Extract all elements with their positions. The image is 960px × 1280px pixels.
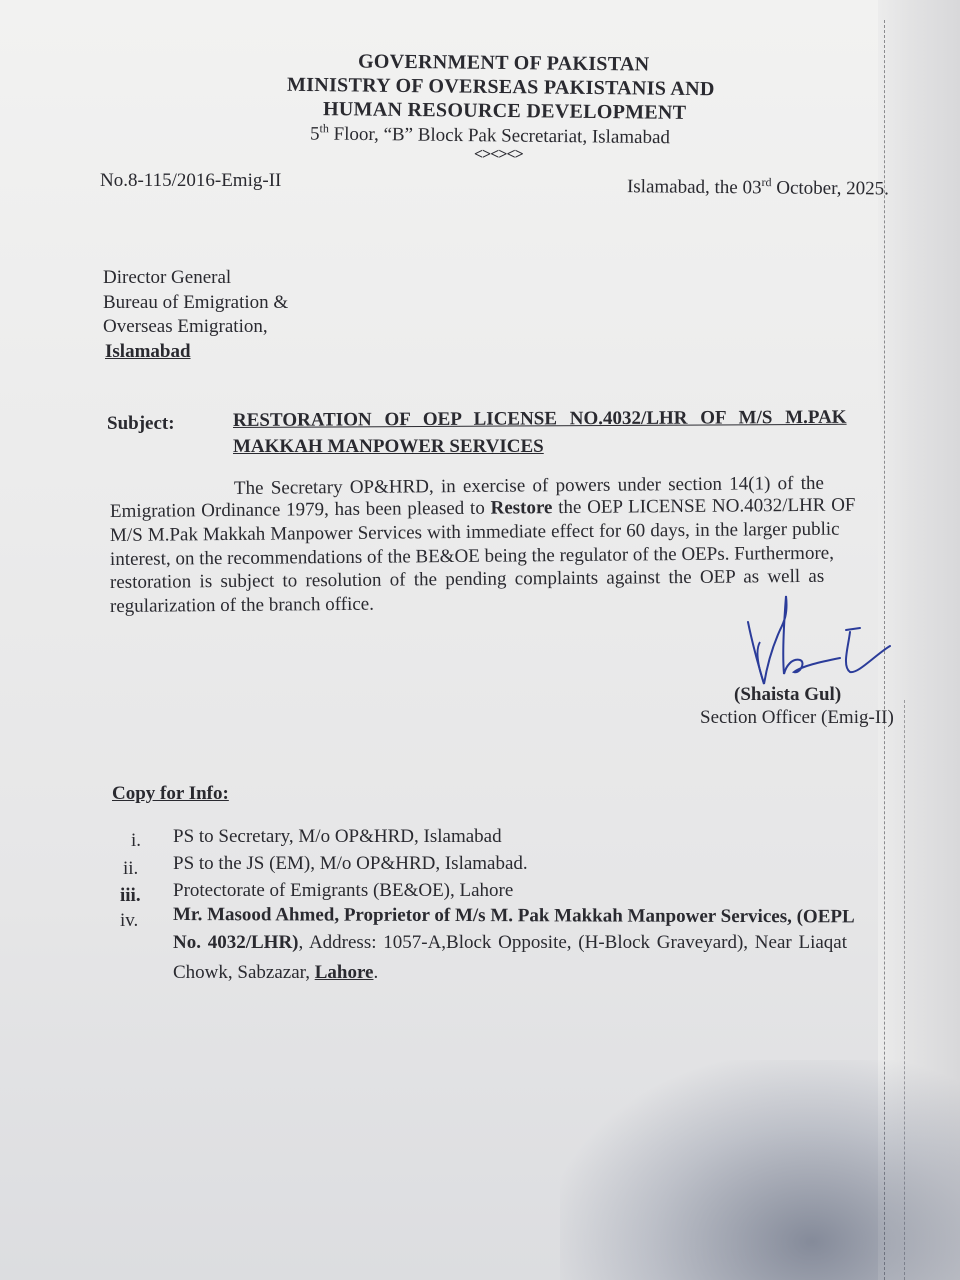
signature-image [740, 592, 900, 692]
date-prefix: Islamabad, the 03 [626, 176, 762, 199]
body-line-2-a: Emigration Ordinance 1979, has been pleased to [109, 497, 491, 522]
copy-item-4-address: , Address: 1057-A,Block Opposite, (H-Block Graveyard), Near Liaqat [298, 932, 847, 953]
body-line-5: restoration is subject to resolution of the pending complaints against the OEP as well as [109, 565, 825, 593]
letterhead-address [310, 121, 670, 149]
letter-date [627, 174, 889, 201]
subject-label: Subject: [107, 413, 175, 434]
body-restore-word: Restore [490, 497, 553, 519]
subject-line-1: RESTORATION OF OEP LICENSE NO.4032/LHR OF M/S M.PAK [232, 406, 847, 431]
copy-item-4-line-2 [173, 932, 847, 954]
copy-item-2-text: PS to the JS (EM), M/o OP&HRD, Islamabad. [173, 853, 528, 874]
copy-item-3-text: Protectorate of Emigrants (BE&OE), Lahore [173, 880, 514, 901]
date-suffix: rd [761, 175, 772, 190]
copy-item-4-city: Lahore [314, 962, 374, 983]
address-text: Floor, “B” Block Pak Secretariat, Islamabad [328, 123, 671, 149]
fold-line-secondary [904, 700, 905, 1280]
copy-item-4-period: . [373, 962, 379, 983]
copy-item-3-number: iii. [120, 885, 141, 906]
reference-number: No.8-115/2016-Emig-II [100, 170, 282, 191]
body-line-6: regularization of the branch office. [109, 593, 375, 617]
signatory-designation: Section Officer (Emig-II) [700, 707, 894, 728]
addressee-city: Islamabad [105, 341, 191, 362]
address-floor-number: 5 [309, 123, 320, 145]
body-line-2-c: the OEP LICENSE NO.4032/LHR OF [552, 494, 856, 519]
addressee-title: Director General [103, 267, 232, 288]
signatory-name: (Shaista Gul) [734, 684, 842, 705]
addressee-emigration: Overseas Emigration, [103, 316, 268, 337]
copy-item-4-line-1: Mr. Masood Ahmed, Proprietor of M/s M. Pak Makkah Manpower Services, (OEPL [172, 904, 855, 928]
copy-item-1-number: i. [131, 830, 142, 851]
ornament: <><><> [474, 146, 523, 163]
subject-line-2: MAKKAH MANPOWER SERVICES [233, 436, 544, 457]
copy-item-4-license: No. 4032/LHR) [173, 932, 299, 953]
addressee-bureau: Bureau of Emigration & [103, 292, 289, 313]
date-rest: October, 2025. [771, 177, 890, 200]
copy-item-4-number: iv. [120, 910, 139, 931]
letterhead-ministry: MINISTRY OF OVERSEAS PAKISTANIS AND [286, 73, 715, 101]
copy-item-4-line-3 [173, 962, 378, 984]
copy-item-4-locality: Chowk, Sabzazar, [173, 962, 315, 983]
address-floor-suffix: th [319, 121, 329, 136]
letterhead-government: GOVERNMENT OF PAKISTAN [357, 50, 650, 76]
body-line-4: interest, on the recommendations of the BE&OE being the regulator of the OEPs. Furthermore, [109, 542, 834, 570]
copy-item-1-text: PS to Secretary, M/o OP&HRD, Islamabad [173, 826, 502, 847]
letterhead-department: HUMAN RESOURCE DEVELOPMENT [322, 98, 687, 124]
body-line-3: M/S M.Pak Makkah Manpower Services with immediate effect for 60 days, in the larger public [109, 518, 840, 546]
copy-item-2-number: ii. [123, 858, 139, 879]
body-line-1: The Secretary OP&HRD, in exercise of powers under section 14(1) of the [233, 472, 825, 499]
copy-heading: Copy for Info: [112, 783, 229, 804]
